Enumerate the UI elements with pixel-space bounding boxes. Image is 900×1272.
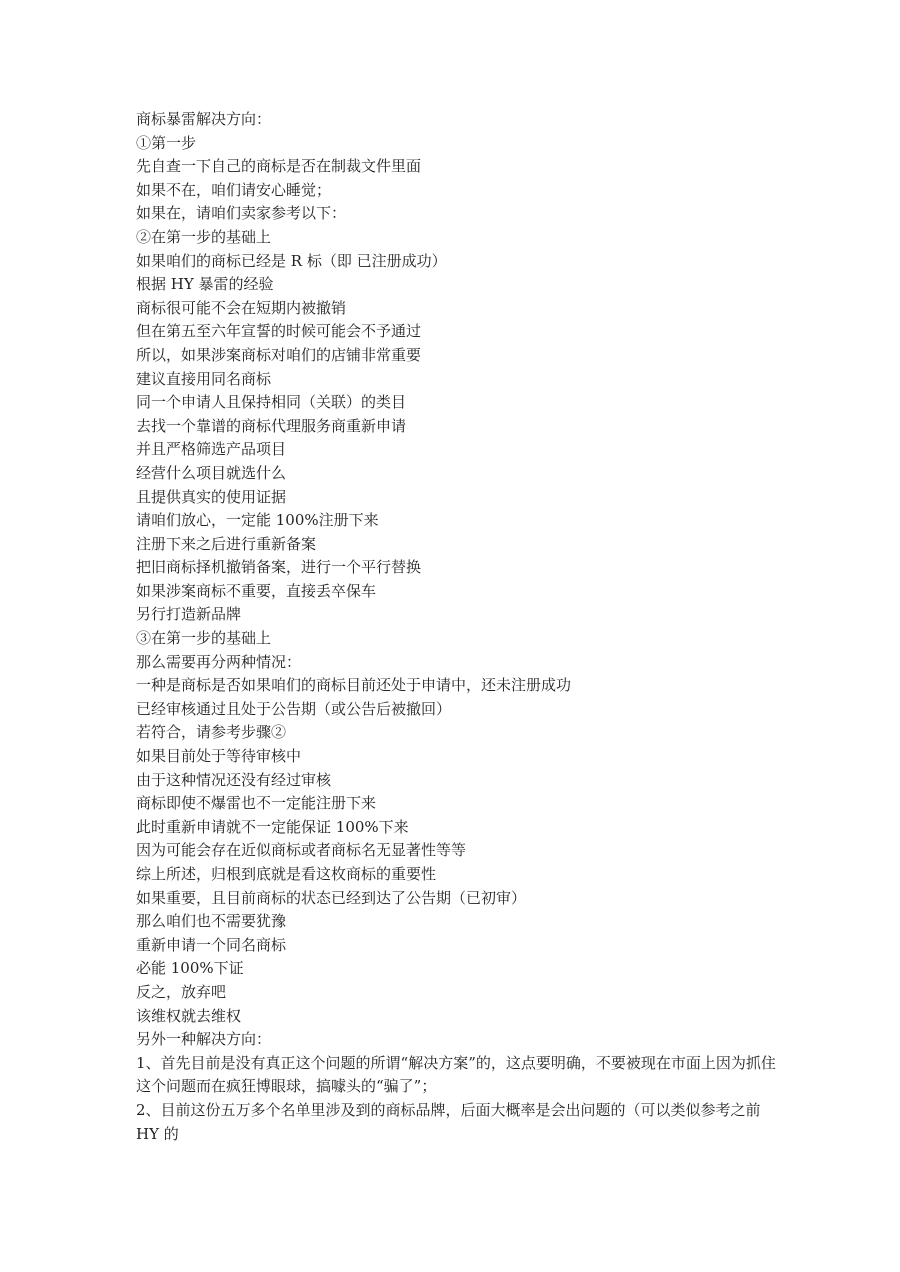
numbered-paragraph-2: 2、目前这份五万多个名单里涉及到的商标品牌，后面大概率是会出问题的（可以类似参考之前 HY 的 [136,1100,761,1143]
step-one-line: ①第一步 [136,133,197,152]
text-line: 因为可能会存在近似商标或者商标名无显著性等等 [136,841,467,860]
text-line: 把旧商标择机撤销备案，进行一个平行替换 [136,558,422,577]
step-two-line: ②在第一步的基础上 [136,227,272,246]
heading-line: 商标暴雷解决方向： [136,110,272,128]
text-line: 由于这种情况还没有经过审核 [136,770,332,789]
text-line: 那么需要再分两种情况： [136,652,302,671]
text-line: 重新申请一个同名商标 [136,935,287,954]
text-line: 并且严格筛选产品项目 [136,440,287,459]
text-line: 那么咱们也不需要犹豫 [136,912,287,931]
text-line: 此时重新申请就不一定能保证 100%下来 [136,817,409,836]
text-line: 去找一个靠谱的商标代理服务商重新申请 [136,416,407,435]
text-line: 综上所述，归根到底就是看这枚商标的重要性 [136,865,437,883]
text-line: 如果目前处于等待审核中 [136,747,302,766]
text-line: 已经审核通过且处于公告期（或公告后被撤回） [136,699,452,718]
text-line: 但在第五至六年宣誓的时候可能会不予通过 [136,322,422,341]
text-line: 所以，如果涉案商标对咱们的店铺非常重要 [136,345,422,364]
text-line: 商标很可能不会在短期内被撤销 [136,298,347,317]
text-line: 同一个申请人且保持相同（关联）的类目 [136,393,407,412]
subheading-line: 另外一种解决方向： [136,1030,272,1049]
text-line: 且提供真实的使用证据 [136,487,287,506]
document-body [136,108,776,1146]
text-line: 一种是商标是否如果咱们的商标目前还处于申请中，还未注册成功 [136,676,572,695]
text-line: 如果在，请咱们卖家参考以下： [136,204,347,223]
text-line: 反之，放弃吧 [136,982,227,1001]
text-line: 如果咱们的商标已经是 R 标（即 已注册成功） [136,251,447,270]
text-line: 如果重要，且目前商标的状态已经到达了公告期（已初审） [136,888,527,907]
numbered-paragraph-1: 1、首先目前是没有真正这个问题的所谓“解决方案”的，这点要明确，不要被现在市面上因为抓住这个问题而在疯狂博眼球，搞噱头的“骗了”； [136,1053,776,1096]
text-line: 必能 100%下证 [136,959,244,978]
text-line: 建议直接用同名商标 [136,369,272,388]
text-line: 经营什么项目就选什么 [136,463,287,482]
text-line: 根据 HY 暴雷的经验 [136,275,274,294]
text-line: 另行打造新品牌 [136,605,242,624]
text-line: 如果涉案商标不重要，直接丢卒保车 [136,581,377,600]
text-line: 商标即使不爆雷也不一定能注册下来 [136,794,377,813]
text-line: 注册下来之后进行重新备案 [136,534,317,553]
text-line: 若符合，请参考步骤② [136,723,287,742]
text-line: 先自查一下自己的商标是否在制裁文件里面 [136,157,422,176]
text-line: 该维权就去维权 [136,1006,242,1025]
step-three-line: ③在第一步的基础上 [136,629,272,648]
text-line: 如果不在，咱们请安心睡觉； [136,180,332,199]
text-line: 请咱们放心，一定能 100%注册下来 [136,511,379,530]
